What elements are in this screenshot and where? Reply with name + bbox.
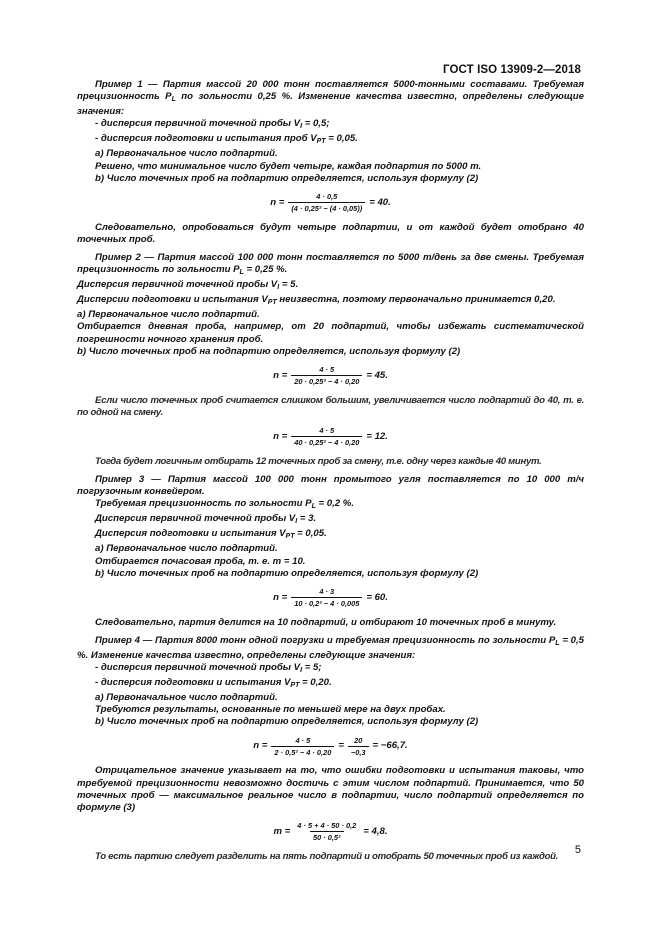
formula-numerator: 4 · 5 bbox=[319, 365, 335, 375]
ex2-selection: Отбирается дневная проба, например, от 20 подпартий, чтобы избежать систематической погрешности ночного хранения проб. bbox=[77, 321, 584, 345]
formula-lhs: n = bbox=[273, 430, 288, 442]
formula-fraction bbox=[288, 192, 365, 213]
ex4-negative-note: Отрицательное значение указывает на то, что ошибки подготовки и испытания таковы, что требуемой прецизионности невозможно достичь с этим числом подпартий. Принимается, что 50 точечных проб — максимальное реальное число в подпартии, число подпартий определяется по формуле (3) bbox=[77, 765, 584, 813]
ex2-step-a: a) Первоначальное число подпартий. bbox=[77, 309, 260, 321]
ex3-line: Дисперсия первичной точечной пробы $V_I = 3$. bbox=[95, 513, 317, 526]
formula-fraction bbox=[291, 587, 362, 608]
ex1-conclusion: Следовательно, опробоваться будут четыре подпартии, и от каждой будет отобрано 40 точечных проб. bbox=[77, 221, 584, 245]
ex2-line: Дисперсия первичной точечной пробы $V_I = 5$. bbox=[77, 279, 299, 292]
ex4-step-b: b) Число точечных проб на подпартию определяется, используя формулу (2) bbox=[95, 716, 479, 728]
page-number: 5 bbox=[574, 844, 581, 856]
formula-result: = 12. bbox=[366, 430, 388, 442]
ex2-formula-1 bbox=[77, 362, 584, 390]
formula-fraction bbox=[271, 736, 334, 757]
ex3-conclusion: Следовательно, партия делится на 10 подпартий, и отбирают 10 точечных проб в минуту. bbox=[95, 616, 557, 628]
formula-lhs: n = bbox=[273, 591, 288, 603]
formula-fraction bbox=[294, 821, 359, 842]
ex4-requirement: Требуются результаты, основанные по меньшей мере на двух пробах. bbox=[95, 704, 446, 716]
formula-fraction bbox=[291, 365, 362, 386]
formula-denominator: −0,3 bbox=[348, 746, 369, 757]
ex4-step-a: a) Первоначальное число подпартий. bbox=[95, 692, 278, 704]
ex3-formula bbox=[77, 584, 584, 612]
formula-denominator: 10 · 0,2² − 4 · 0,005 bbox=[291, 597, 362, 608]
ex3-step-a: a) Первоначальное число подпартий. bbox=[95, 543, 278, 555]
document-header: ГОСТ ISO 13909-2—2018 bbox=[443, 64, 581, 76]
formula-numerator: 4 · 5 bbox=[319, 426, 335, 436]
formula-denominator: 2 · 0,5² − 4 · 0,20 bbox=[271, 746, 334, 757]
ex2-formula-2 bbox=[77, 423, 584, 451]
ex1-step-b: b) Число точечных проб на подпартию определяется, используя формулу (2) bbox=[95, 172, 479, 184]
formula-fraction bbox=[291, 426, 362, 447]
formula-fraction bbox=[348, 736, 369, 757]
ex4-list-item: - дисперсия подготовки и испытания $V_{PT} = 0,20$. bbox=[95, 677, 332, 690]
ex3-step-b: b) Число точечных проб на подпартию определяется, используя формулу (2) bbox=[95, 567, 479, 579]
formula-lhs: n = bbox=[253, 740, 268, 752]
ex1-step-a: a) Первоначальное число подпартий. bbox=[95, 148, 278, 160]
formula-result: = 4,8. bbox=[363, 825, 388, 837]
ex4-smudged-conclusion: То есть партию следует разделить на пять подпартий и отобрать 50 точечных проб из каждой. bbox=[95, 850, 559, 862]
formula-denominator: 20 · 0,25² − 4 · 0,20 bbox=[291, 375, 362, 386]
formula-lhs: m = bbox=[273, 825, 291, 837]
formula-result: = 60. bbox=[366, 591, 388, 603]
ex4-formula-n bbox=[77, 732, 584, 760]
ex3-intro: Пример 3 — Партия массой 100 000 тонн промытого угля поставляется по 10 000 т/ч погрузочным конвейером. bbox=[77, 473, 584, 498]
formula-result: = −66,7. bbox=[372, 740, 408, 752]
formula-numerator: 4 · 5 + 4 · 50 · 0,2 bbox=[297, 821, 357, 831]
formula-lhs: n = bbox=[273, 369, 288, 381]
formula-denominator: (4 · 0,25² − (4 · 0,05)) bbox=[288, 202, 365, 213]
formula-denominator: 40 · 0,25² − 4 · 0,20 bbox=[291, 436, 362, 447]
formula-numerator: 4 · 0,5 bbox=[316, 192, 338, 202]
ex1-decision: Решено, что минимальное число будет четыре, каждая подпартия по 5000 т. bbox=[95, 160, 482, 172]
ex4-list-item: - дисперсия первичной точечной пробы $V_I = 5$; bbox=[95, 662, 322, 674]
ex1-list-item: - дисперсия подготовки и испытания проб $V_{PT} = 0,05$. bbox=[95, 133, 358, 146]
ex2-smudged-conclusion: Тогда будет логичным отбирать 12 точечных проб за смену, т.е. одну через каждые 40 минут. bbox=[95, 455, 542, 467]
ex3-selection: Отбирается почасовая проба, т. е. m = 10. bbox=[95, 555, 306, 567]
ex2-step-b: b) Число точечных проб на подпартию определяется, используя формулу (2) bbox=[77, 345, 461, 357]
ex4-intro: Пример 4 — Партия 8000 тонн одной погрузки и требуемая прецизионность по зольности $P_L = 0,5$ %. Изменение качества известно, определены следующие значения: bbox=[77, 634, 584, 661]
page-content bbox=[77, 79, 584, 863]
ex3-line: Требуемая прецизионность по зольности $P_L = 0,2$ %. bbox=[95, 498, 355, 511]
ex2-line: Дисперсии подготовки и испытания $V_{PT}$ неизвестна, поэтому первоначально принимается 0,20. bbox=[77, 294, 556, 307]
formula-numerator: 4 · 3 bbox=[319, 587, 335, 597]
formula-numerator: 20 bbox=[354, 735, 363, 745]
formula-lhs: n = bbox=[270, 196, 285, 208]
ex1-formula bbox=[77, 189, 584, 217]
formula-result: = 40. bbox=[369, 196, 391, 208]
formula-equals: = bbox=[338, 740, 344, 752]
ex2-intro: Пример 2 — Партия массой 100 000 тонн поставляется по 5000 т/день за две смены. Требуемая прецизионность по зольности $P_L = 0,25$ %. bbox=[77, 251, 584, 277]
ex1-list-item: - дисперсия первичной точечной пробы $V_I = 0,5$; bbox=[95, 118, 330, 131]
ex2-smudged-note: Если число точечных проб считается слишком большим, увеличивается число подпартий до 40, т. е. по одной на смену. bbox=[77, 394, 584, 418]
formula-denominator: 50 · 0,5² bbox=[310, 831, 344, 842]
ex1-intro: Пример 1 — Партия массой 20 000 тонн поставляется 5000-тонными составами. Требуемая прецизионность $P_L$ по зольности 0,25 %. Изменение качества известно, определены следующие значения: bbox=[77, 79, 584, 118]
formula-result: = 45. bbox=[366, 369, 388, 381]
ex3-line: Дисперсия подготовки и испытания $V_{PT} = 0,05$. bbox=[95, 528, 327, 541]
ex4-formula-m bbox=[77, 818, 584, 846]
formula-numerator: 4 · 5 bbox=[295, 735, 311, 745]
